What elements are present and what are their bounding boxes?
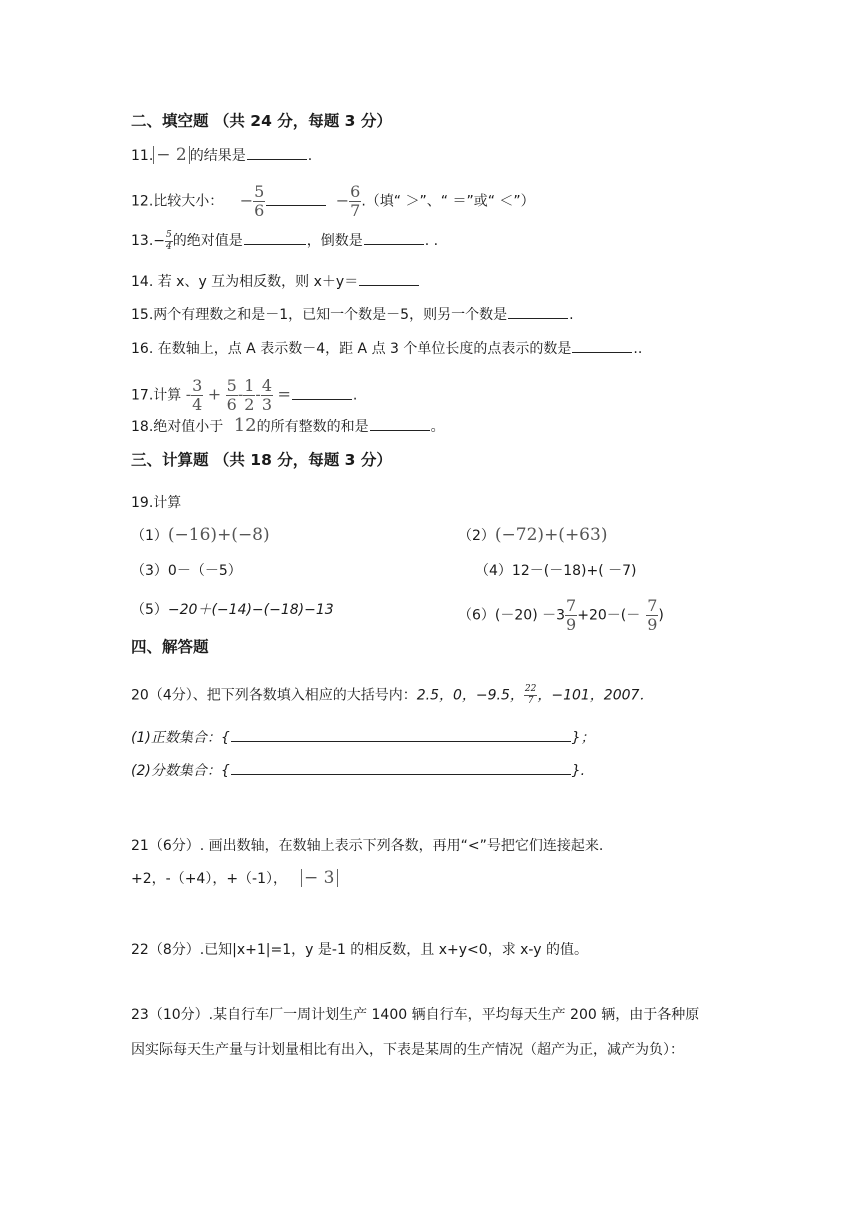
question-11: 11. − 2 的结果是 . (131, 145, 313, 165)
question-12: 12.比较大小： − $\frac{5}{6}$ − $\frac{6}{7}$ .（填“ ＞”、“ ＝”或“ ＜”） (131, 182, 535, 220)
fraction: $\frac{6}{7}$ (350, 182, 361, 220)
question-19-part-4: （4）12－(－18)+( －7) (475, 563, 637, 579)
fraction: $\frac{22}{7}$ (524, 684, 537, 706)
question-19-part-3: （3）0－（－5） (131, 563, 242, 579)
abs-value-expression: − 3 (301, 869, 337, 887)
abs-value-expression: − 2 (153, 146, 189, 164)
fraction: $\frac{5}{6}$ (226, 376, 237, 414)
answer-blank (244, 230, 306, 245)
answer-blank (572, 338, 632, 353)
answer-blank (231, 727, 571, 742)
question-20-set-2: (2)分数集合：{ }. (131, 760, 585, 781)
answer-blank (266, 191, 326, 206)
section-answer-title: 四、解答题 (131, 638, 209, 656)
answer-blank (364, 230, 424, 245)
question-20-set-1: (1)正数集合：{ }； (131, 727, 595, 748)
fraction: $\frac{1}{2}$ (244, 376, 255, 414)
question-19-part-1: （1）(−16)+(−8) (131, 525, 270, 545)
question-19-part-6: （6）(－20) －3 $\frac{7}{9}$ +20－(－ $\frac{7}{9}$ ) (458, 596, 664, 634)
fraction: $\frac{3}{4}$ (192, 376, 203, 414)
question-19-part-5: （5）−20＋(−14)−(−18)−13 (131, 602, 334, 618)
question-15: 15.两个有理数之和是－1，已知一个数是－5，则另一个数是 . (131, 304, 574, 325)
answer-blank (247, 145, 307, 160)
answer-blank (370, 416, 430, 431)
question-19-part-2: （2）(−72)+(+63) (458, 525, 608, 545)
question-23-line-2: 因实际每天生产量与计划量相比有出入，下表是某周的生产情况（超产为正，减产为负）： (131, 1042, 684, 1058)
answer-blank (231, 760, 571, 775)
fraction: $\frac{7}{9}$ (647, 596, 658, 634)
question-23-line-1: 23（10分）.某自行车厂一周计划生产 1400 辆自行车，平均每天生产 200 辆，由于各种原 (131, 1007, 700, 1023)
question-16: 16. 在数轴上，点 A 表示数－4，距 A 点 3 个单位长度的点表示的数是 .. (131, 338, 642, 359)
question-14: 14. 若 x、y 互为相反数，则 x＋y＝ (131, 271, 420, 292)
fraction: $\frac{5}{4}$ (166, 229, 172, 252)
answer-blank (292, 385, 352, 400)
answer-blank (359, 271, 419, 286)
fraction: $\frac{7}{9}$ (566, 596, 577, 634)
question-18: 18.绝对值小于 12的所有整数的和是 。 (131, 415, 445, 436)
section-calc-title: 三、计算题 （共 18 分，每题 3 分） (131, 451, 392, 469)
question-21-numbers: +2，-（+4），+（-1）， − 3 (131, 869, 338, 889)
question-19-title: 19.计算 (131, 495, 182, 511)
question-17: 17.计算 - $\frac{3}{4}$ + $\frac{5}{6}$ - $\frac{1}{2}$ - $\frac{4}{3}$ = . (131, 376, 358, 414)
fraction: $\frac{5}{6}$ (254, 182, 265, 220)
section-fill-title: 二、填空题 （共 24 分，每题 3 分） (131, 112, 392, 130)
question-21: 21（6分）. 画出数轴，在数轴上表示下列各数，再用“<”号把它们连接起来. (131, 838, 604, 854)
answer-blank (508, 304, 568, 319)
question-22: 22（8分）.已知|x+1|=1，y 是-1 的相反数，且 x+y<0，求 x-y 的值。 (131, 942, 588, 958)
question-13: 13.− $\frac{5}{4}$ 的绝对值是 ，倒数是 . . (131, 229, 439, 252)
question-20: 20（4分）、把下列各数填入相应的大括号内：2.5，0，−9.5， $\frac{22}{7}$ ，−101，2007． (131, 684, 654, 706)
fraction: $\frac{4}{3}$ (261, 376, 272, 414)
